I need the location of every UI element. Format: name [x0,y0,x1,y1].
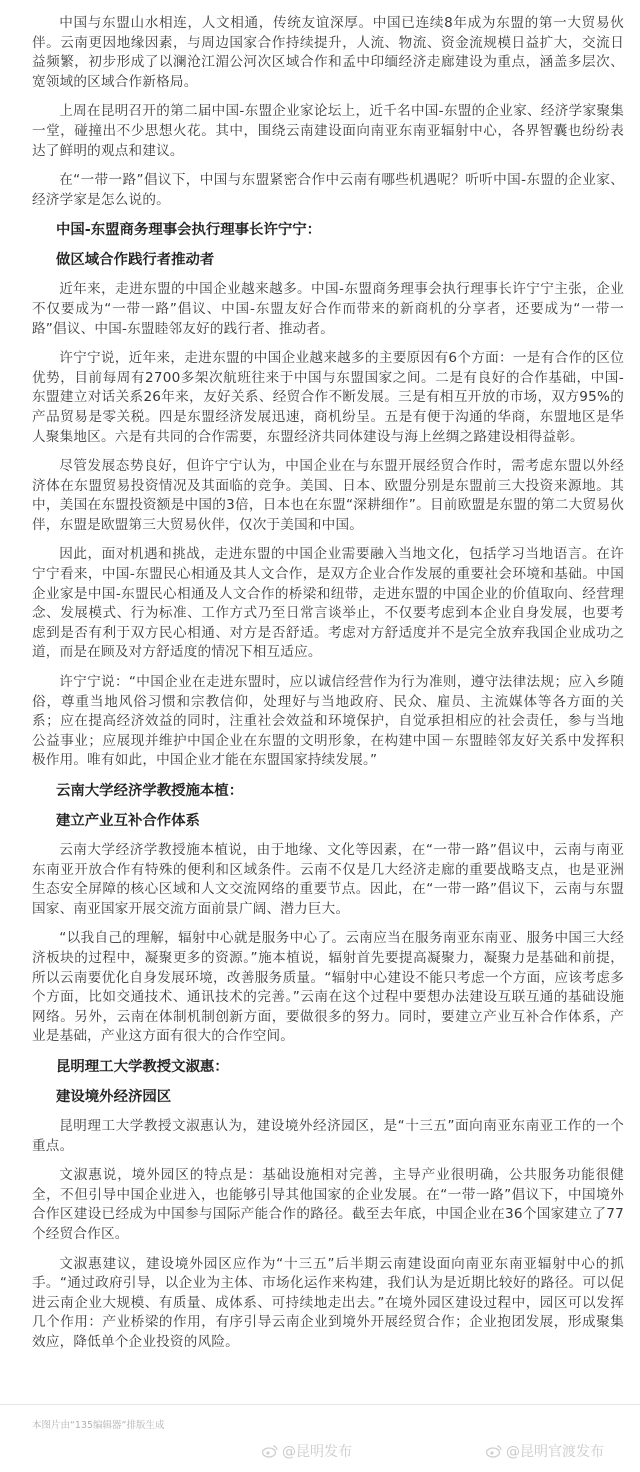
section1-title: 做区域合作践行者推动者 [56,252,215,269]
section3-paragraph: 昆明理工大学教授文淑惠认为，建设境外经济园区，是“十三五”面向南亚东南亚工作的一个重点。 [32,1117,624,1154]
article-body [32,14,624,1362]
section2-speaker: 云南大学经济学教授施本植： [56,783,244,799]
section1-paragraph: 许宁宁说：“中国企业在走进东盟时，应以诚信经营作为行为准则，遵守法律法规；应入乡随俗，尊重当地风俗习惯和宗教信仰，处理好与当地政府、民众、雇员、主流媒体等各方面的关系；应在提高经济效益的同时，注重社会效益和环境保护，自觉承担相应的社会责任，参与当地公益事业；应展现并维护中国企业在东盟的文明形象，在构建中国－东盟睦邻友好关系中发挥积极作用。唯有如此，中国企业才能在东盟国家持续发展。” [32,674,624,769]
weibo-icon [486,1444,502,1458]
intro-paragraph-1: 中国与东盟山水相连，人文相通，传统友谊深厚。中国已连续8年成为东盟的第一大贸易伙伴。云南更因地缘因素，与周边国家合作持续提升，人流、物流、资金流规模日益扩大，交流日益频繁，初步形成了以澜沧江湄公河次区域合作和孟中印缅经济走廊建设为重点，涵盖多层次、宽领域的区域合作新格局。 [32,15,624,90]
watermark-kunming [262,1441,352,1461]
watermark-guandu [486,1441,604,1461]
section2-paragraph: “以我自己的理解，辐射中心就是服务中心了。云南应当在服务南亚东南亚、服务中国三大经济板块的过程中，凝聚更多的资源。”施本植说，辐射首先要提高凝聚力，凝聚力是基础和前提，所以云南要优化自身发展环境，改善服务质量。“辐射中心建设不能只考虑一个方面，应该考虑多个方面，比如交通技术、通讯技术的完善。”云南在这个过程中要想办法建设互联互通的基础设施网络。另外，云南在体制机制创新方面，要做很多的努力。同时，要建立产业互补合作体系，产业是基础，产业这方面有很大的合作空间。 [32,930,624,1045]
section1-paragraph: 许宁宁说，近年来，走进东盟的中国企业越来越多的主要原因有6个方面：一是有合作的区位优势，目前每周有2700多架次航班往来于中国与东盟国家之间。二是有良好的合作基础，中国-东盟建立对话关系26年来，友好关系、经贸合作不断发展。三是有相互开放的市场，双方95%的产品贸易是零关税。四是东盟经济发展迅速，商机纷呈。五是有便于沟通的华商，东盟地区是华人聚集地区。六是有共同的合作需要，东盟经济共同体建设与海上丝绸之路建设相得益彰。 [32,350,624,445]
editor-credit: 本图片由“135编辑器”排版生成 [32,1420,165,1431]
watermark-text: @昆明官渡发布 [506,1444,604,1460]
section2-title: 建立产业互补合作体系 [56,813,200,829]
section1-speaker: 中国-东盟商务理事会执行理事长许宁宁： [56,222,322,239]
intro-paragraph-2: 上周在昆明召开的第二届中国-东盟企业家论坛上，近千名中国-东盟的企业家、经济学家聚集一堂，碰撞出不少思想火花。其中，围绕云南建设面向南亚东南亚辐射中心，各界智囊也纷纷表达了鲜明的观点和建议。 [32,103,624,159]
section1-paragraph: 近年来，走进东盟的中国企业越来越多。中国-东盟商务理事会执行理事长许宁宁主张，企业不仅要成为“一带一路”倡议、中国-东盟友好合作而带来的新商机的分享者，还要成为“一带一路”倡议、中国-东盟睦邻友好的践行者、推动者。 [32,281,624,337]
image-footer [0,1404,640,1472]
section3-title: 建设境外经济园区 [56,1088,172,1105]
section1-paragraph: 尽管发展态势良好，但许宁宁认为，中国企业在与东盟开展经贸合作时，需考虑东盟以外经济体在东盟贸易投资情况及其面临的竞争。美国、日本、欧盟分别是东盟前三大投资来源地。其中，美国在东盟投资额是中国的3倍，日本也在东盟“深耕细作”。目前欧盟是东盟的第二大贸易伙伴，东盟是欧盟第三大贸易伙伴，仅次于美国和中国。 [32,458,624,533]
section3-paragraph: 文淑惠建议，建设境外园区应作为“十三五”后半期云南建设面向南亚东南亚辐射中心的抓手。“通过政府引导，以企业为主体、市场化运作来构建，我们认为是近期比较好的路径。可以促进云南企业大规模、有质量、成体系、可持续地走出去。”在境外园区建设过程中，园区可以发挥几个作用：产业桥梁的作用，有序引导云南企业到境外开展经贸合作；企业抱团发展，形成聚集效应，降低单个企业投资的风险。 [32,1255,624,1350]
section3-paragraph: 文淑惠说，境外园区的特点是：基础设施相对完善，主导产业很明确，公共服务功能很健全，不但引导中国企业进入，也能够引导其他国家的企业发展。在“一带一路”倡议下，中国境外合作区建设已经成为中国参与国际产能合作的路径。截至去年底，中国企业在36个国家建立了77个经贸合作区。 [32,1167,624,1242]
section2-paragraph: 云南大学经济学教授施本植说，由于地缘、文化等因素，在“一带一路”倡议中，云南与南亚东南亚开放合作有特殊的便利和区域条件。云南不仅是几大经济走廊的重要战略支点，也是亚洲生态安全屏障的核心区域和人文交流网络的重要节点。因此，在“一带一路”倡议下，云南与东盟国家、南亚国家开展交流方面前景广阔、潜力巨大。 [32,842,624,917]
weibo-icon [262,1444,278,1458]
intro-paragraph-3: 在“一带一路”倡议下，中国与东盟紧密合作中云南有哪些机遇呢？听听中国-东盟的企业家、经济学家是怎么说的。 [32,172,624,208]
section3-speaker: 昆明理工大学教授文淑惠： [56,1058,229,1075]
watermark-text: @昆明发布 [282,1444,352,1460]
section1-paragraph: 因此，面对机遇和挑战，走进东盟的中国企业需要融入当地文化，包括学习当地语言。在许宁宁看来，中国-东盟民心相通及其人文合作，是双方企业合作发展的重要社会环境和基础。中国企业家是中国-东盟民心相通及人文合作的桥梁和纽带，走进东盟的中国企业的价值取向、经营理念、发展模式、行为标准、工作方式乃至日常言谈举止，不仅要考虑到本企业自身发展，也要考虑到是否有利于双方民心相通、对方是否舒适。考虑对方舒适度并不是完全放弃我国企业成功之道，而是在顾及对方舒适度的情况下相互适应。 [32,546,624,661]
